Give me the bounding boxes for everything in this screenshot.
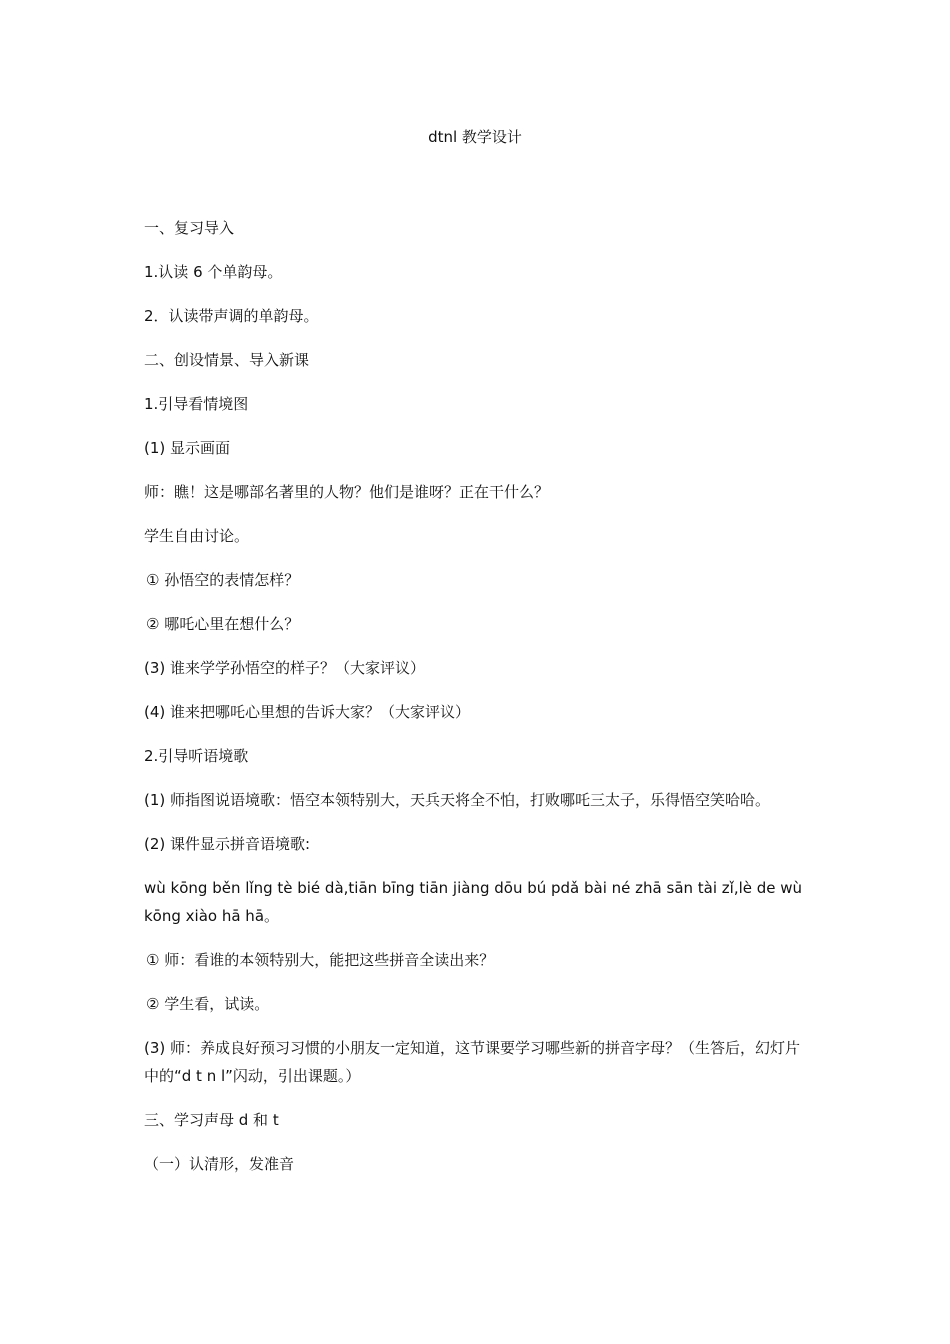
paragraph: (1) 师指图说语境歌：悟空本领特别大，天兵天将全不怕，打败哪吒三太子，乐得悟空笑哈哈。: [144, 791, 771, 809]
paragraph: 学生自由讨论。: [144, 527, 250, 545]
section-heading-initials: 三、学习声母 d 和 t: [144, 1111, 279, 1129]
paragraph: (1) 显示画面: [144, 439, 231, 457]
paragraph: ① 孙悟空的表情怎样？: [146, 571, 300, 589]
paragraph: 师：瞧！这是哪部名著里的人物？他们是谁呀？正在干什么？: [144, 483, 550, 501]
paragraph: (3) 师：养成良好预习习惯的小朋友一定知道，这节课要学习哪些新的拼音字母？（生答后，幻灯片中的“d t n l”闪动，引出课题。）: [144, 1039, 801, 1085]
paragraph: （一）认清形，发准音: [144, 1155, 295, 1173]
section-heading-review: 一、复习导入: [144, 219, 235, 237]
paragraph: ① 师：看谁的本领特别大，能把这些拼音全读出来？: [146, 951, 495, 969]
paragraph: 2.引导听语境歌: [144, 747, 249, 765]
paragraph: 1.认读 6 个单韵母。: [144, 263, 283, 281]
paragraph: ② 学生看，试读。: [146, 995, 270, 1013]
paragraph: 1.引导看情境图: [144, 395, 249, 413]
paragraph: ② 哪吒心里在想什么？: [146, 615, 300, 633]
section-heading-new-lesson: 二、创设情景、导入新课: [144, 351, 310, 369]
paragraph: (4) 谁来把哪吒心里想的告诉大家？（大家评议）: [144, 703, 471, 721]
document-body: [144, 214, 809, 1194]
document-title: dtnl 教学设计: [428, 128, 522, 146]
paragraph: 2．认读带声调的单韵母。: [144, 307, 319, 325]
paragraph: (2) 课件显示拼音语境歌:: [144, 835, 311, 853]
pinyin-paragraph: wù kōng běn lǐng tè bié dà,tiān bīng tiān jiàng dōu bú pdǎ bài né zhā sān tài zǐ,lè de wù kōng xiào hā hā。: [144, 879, 803, 925]
paragraph: (3) 谁来学学孙悟空的样子？（大家评议）: [144, 659, 426, 677]
